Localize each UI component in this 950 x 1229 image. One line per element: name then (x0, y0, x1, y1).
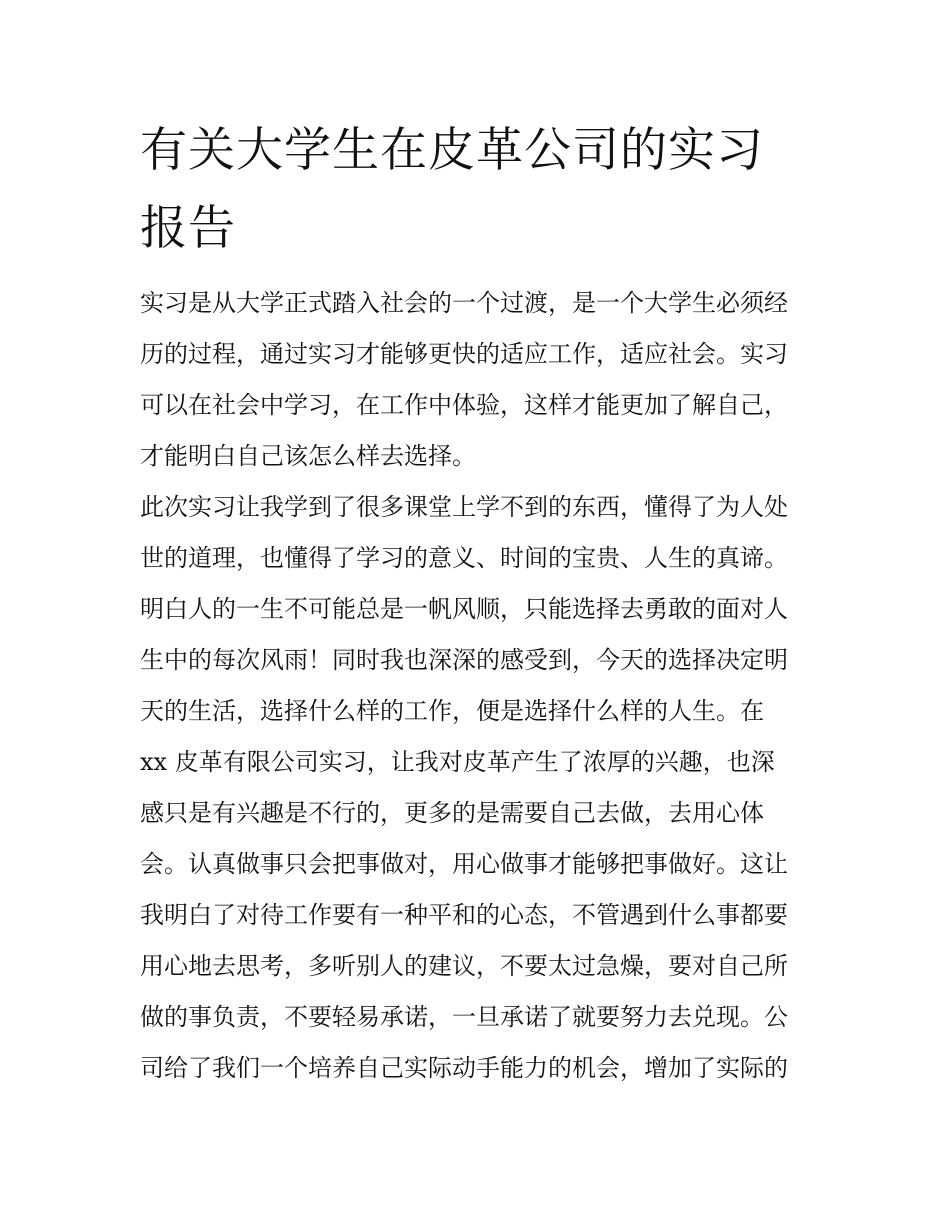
title-line: 报告 (140, 201, 236, 256)
paragraph-line: 会。认真做事只会把事做对，用心做事才能够把事做好。这让 (140, 850, 788, 878)
paragraph-line: xx 皮革有限公司实习，让我对皮革产生了浓厚的兴趣，也深 (140, 748, 775, 776)
paragraph-line: 生中的每次风雨！同时我也深深的感受到，今天的选择决定明 (140, 646, 788, 674)
paragraph-line: 明白人的一生不可能总是一帆风顺，只能选择去勇敢的面对人 (140, 595, 788, 623)
document-body (140, 278, 820, 1094)
paragraph-line: 才能明白自己该怎么样去选择。 (140, 442, 476, 470)
paragraph-line: 做的事负责，不要轻易承诺，一旦承诺了就要努力去兑现。公 (140, 1003, 788, 1031)
paragraph-line: 历的过程，通过实习才能够更快的适应工作，适应社会。实习 (140, 340, 788, 368)
paragraph-line: 天的生活，选择什么样的工作，便是选择什么样的人生。在 (140, 697, 764, 725)
paragraph-line: 用心地去思考，多听别人的建议，不要太过急燥，要对自己所 (140, 952, 788, 980)
paragraph-line: 我明白了对待工作要有一种平和的心态，不管遇到什么事都要 (140, 901, 788, 929)
paragraph-line: 世的道理，也懂得了学习的意义、时间的宝贵、人生的真谛。 (140, 544, 788, 572)
paragraph-line: 实习是从大学正式踏入社会的一个过渡，是一个大学生必须经 (140, 289, 788, 317)
title-line: 有关大学生在皮革公司的实习 (140, 123, 764, 178)
paragraph-line: 此次实习让我学到了很多课堂上学不到的东西，懂得了为人处 (140, 493, 788, 521)
document-title (140, 112, 820, 268)
paragraph-line: 感只是有兴趣是不行的，更多的是需要自己去做，去用心体 (140, 799, 764, 827)
paragraph-line: 可以在社会中学习，在工作中体验，这样才能更加了解自己， (140, 391, 788, 419)
paragraph-line: 司给了我们一个培养自己实际动手能力的机会，增加了实际的 (140, 1054, 788, 1082)
